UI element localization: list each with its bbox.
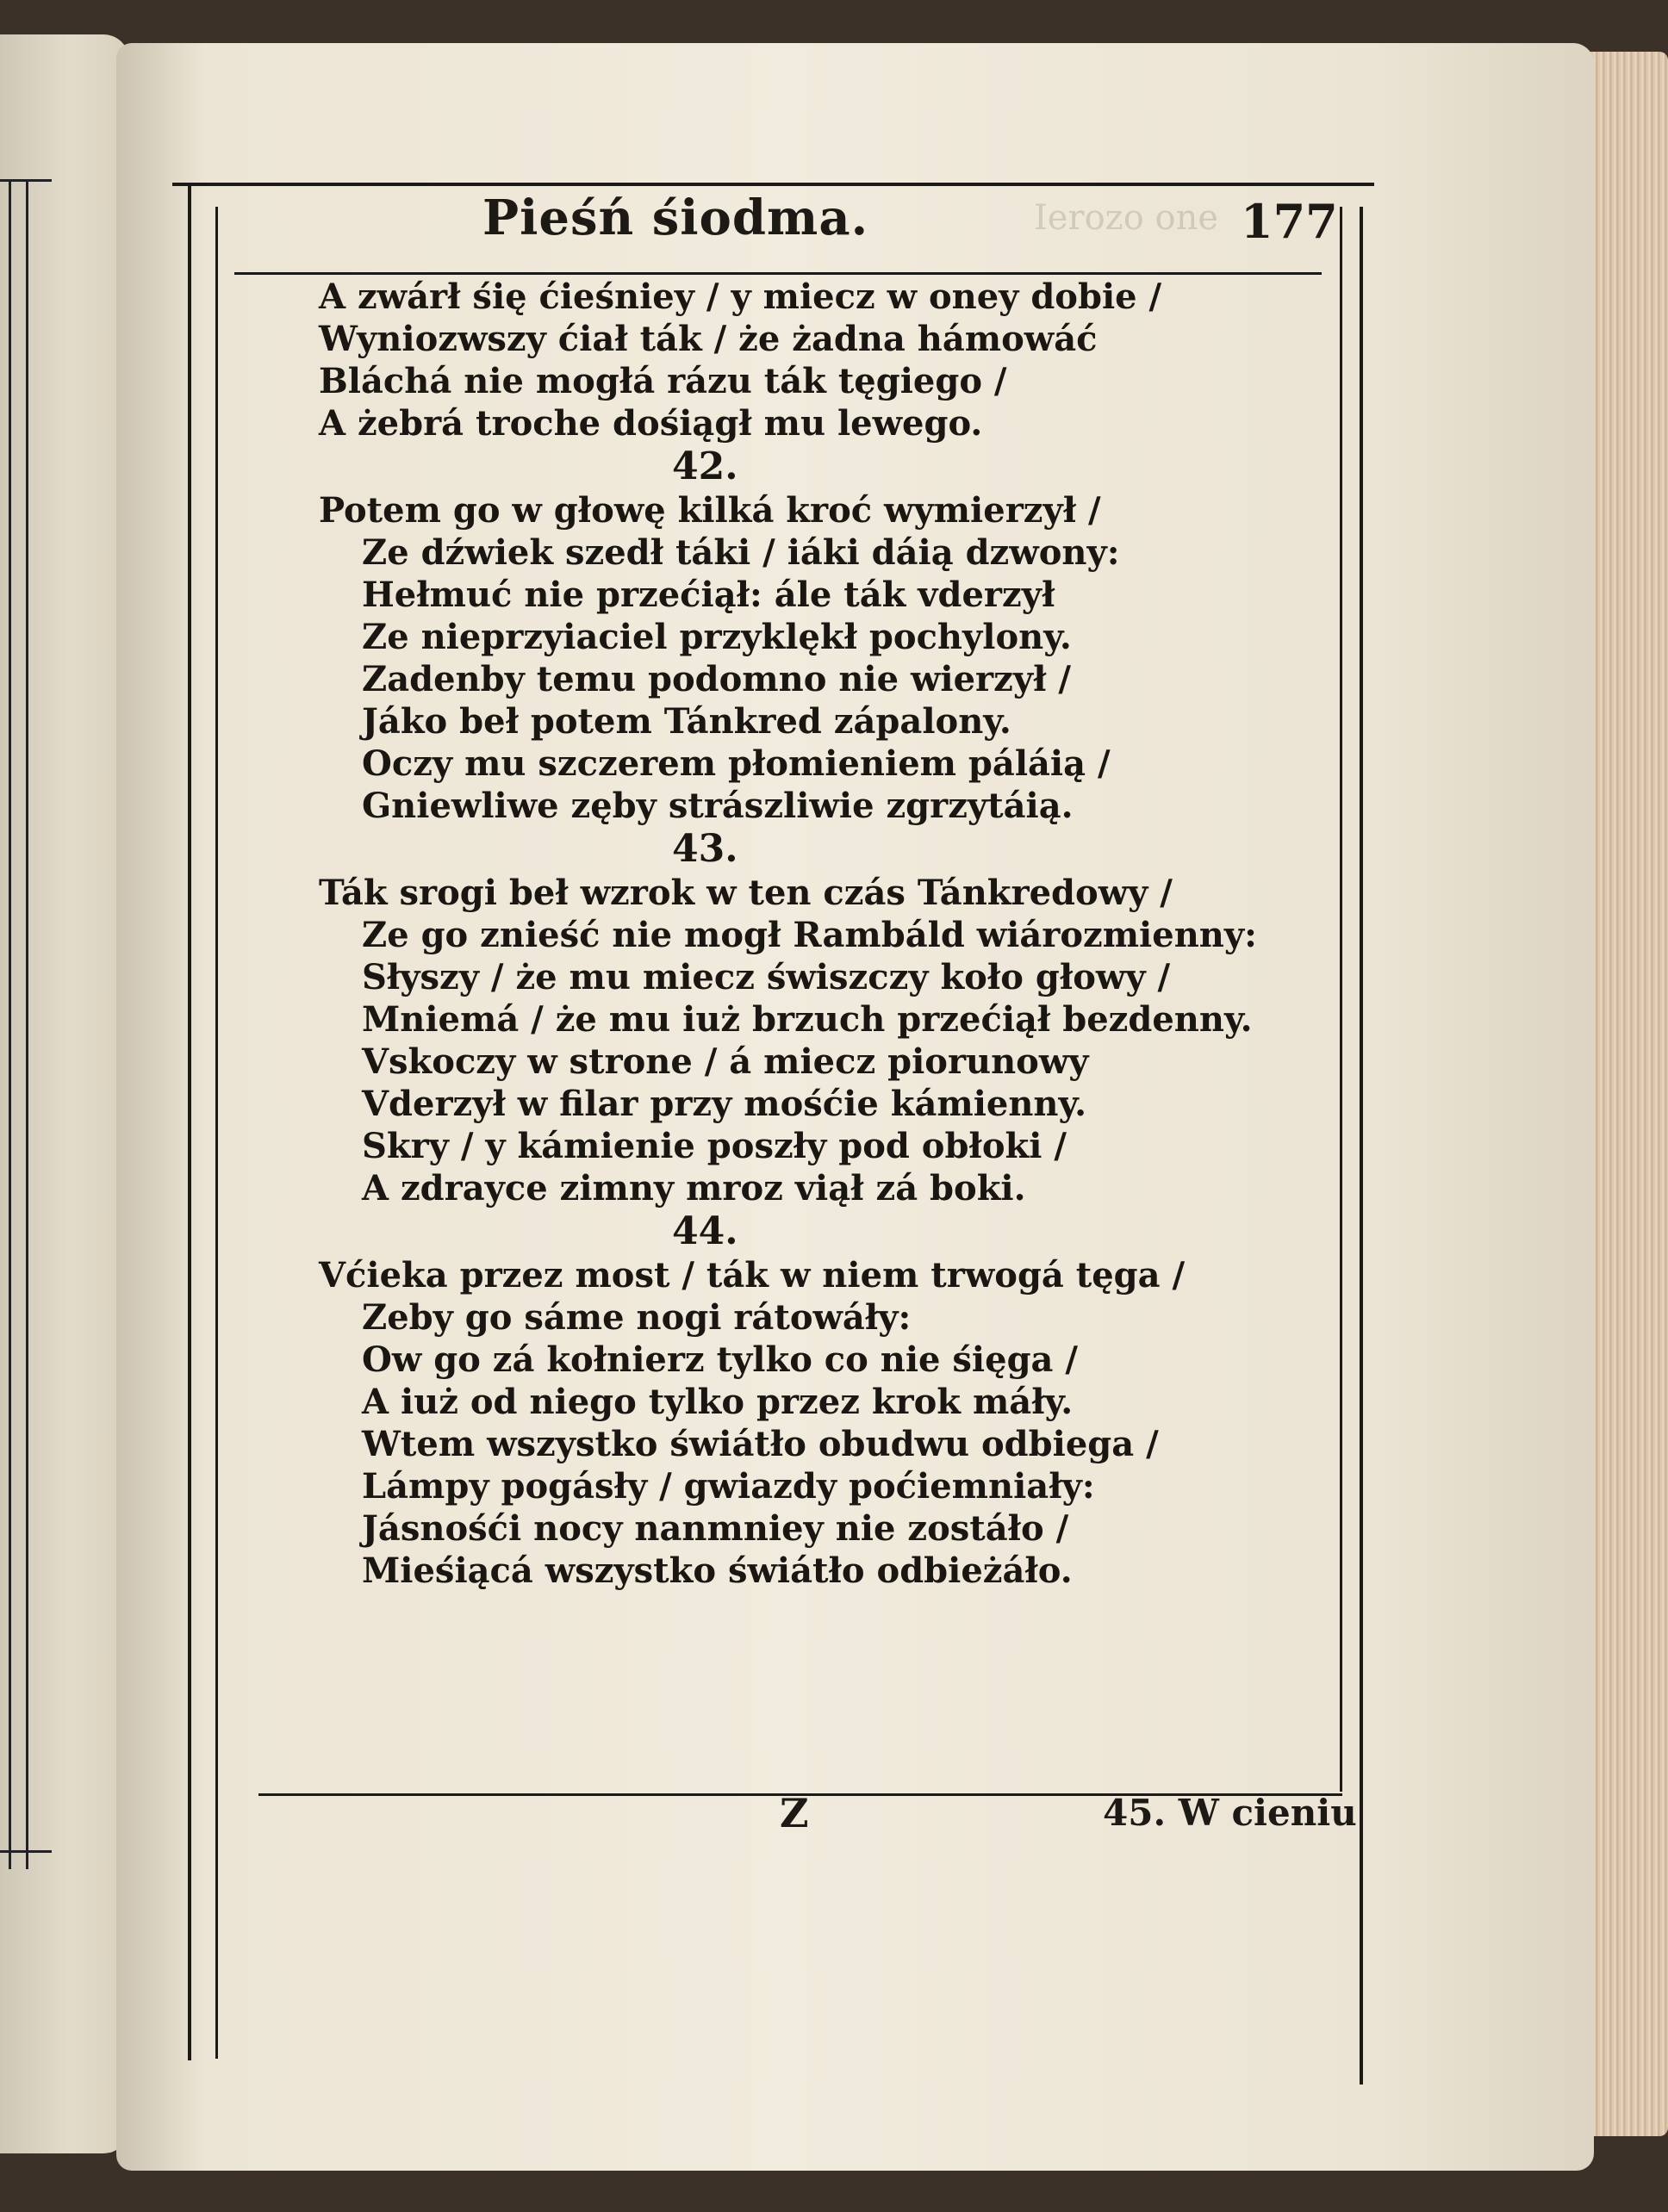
verse-line: Ze go znieść nie mogł Rambáld wiározmienny: xyxy=(362,915,1257,955)
facing-page-rule xyxy=(26,181,28,1869)
page-number: 177 xyxy=(1241,194,1338,249)
verse-line: A iuż od niego tylko przez krok máły. xyxy=(362,1382,1074,1422)
poem-text xyxy=(319,276,1353,1592)
top-rule xyxy=(172,183,1374,186)
verse-line: Hełmuć nie przećiął: ále ták vderzył xyxy=(362,575,1055,615)
signature-mark: Z xyxy=(780,1790,809,1836)
verse-line: Wyniozwszy ćiał ták / że żadna hámowáć xyxy=(319,319,1098,359)
frame-left-inner xyxy=(215,207,218,2059)
stanza-number: 44. xyxy=(672,1209,738,1253)
verse-line: Mniemá / że mu iuż brzuch przećiął bezdenny. xyxy=(362,999,1253,1040)
verse-line: Słyszy / że mu miecz świszczy koło głowy / xyxy=(362,957,1171,997)
verse-line: Jáko beł potem Tánkred zápalony. xyxy=(362,701,1011,742)
verse-line: A zwárł śię ćieśniey / y miecz w oney dobie / xyxy=(319,276,1162,317)
verse-line: Zeby go sáme nogi rátowáły: xyxy=(362,1297,912,1338)
stanza-number: 42. xyxy=(672,444,738,488)
show-through-text: Ierozo one xyxy=(1034,198,1219,238)
verse-line: A zdrayce zimny mroz viął zá boki. xyxy=(362,1168,1026,1209)
verse-line: Lámpy pogásły / gwiazdy poćiemniały: xyxy=(362,1466,1095,1507)
verse-line: Ze dźwiek szedł táki / iáki dáią dzwony: xyxy=(362,532,1120,573)
verse-line: Potem go w głowę kilká kroć wymierzył / xyxy=(319,490,1101,531)
verse-line: Ze nieprzyiaciel przyklękł pochylony. xyxy=(362,617,1072,657)
frame-left-outer xyxy=(188,183,191,2060)
verse-line: Ták srogi beł wzrok w ten czás Tánkredowy / xyxy=(319,873,1173,913)
verse-line: Oczy mu szczerem płomieniem páláią / xyxy=(362,743,1111,784)
verse-line: A żebrá troche dośiągł mu lewego. xyxy=(319,403,983,444)
page-edges xyxy=(1585,52,1668,2136)
verse-line: Zadenby temu podomno nie wierzył / xyxy=(362,659,1072,699)
verse-line: Vskoczy w strone / á miecz piorunowy xyxy=(362,1041,1089,1082)
verse-line: Gniewliwe zęby strászliwie zgrzytáią. xyxy=(362,786,1074,826)
facing-page-left xyxy=(0,34,129,2153)
verse-line: Vderzył w filar przy mośćie kámienny. xyxy=(362,1084,1087,1124)
verse-line: Mieśiącá wszystko świátło odbieżáło. xyxy=(362,1550,1073,1591)
facing-page-rule xyxy=(0,1850,52,1853)
verse-line: Skry / y kámienie poszły pod obłoki / xyxy=(362,1126,1067,1166)
header-rule xyxy=(234,272,1322,275)
catchword: 45. W cieniu xyxy=(1103,1792,1357,1834)
frame-right-outer xyxy=(1360,207,1363,2085)
verse-line: Jásnośći nocy nanmniey nie zostáło / xyxy=(362,1508,1069,1549)
verse-line: Ow go zá kołnierz tylko co nie śięga / xyxy=(362,1339,1078,1380)
verse-line: Wtem wszystko świátło obudwu odbiega / xyxy=(362,1424,1159,1464)
facing-page-rule xyxy=(0,179,52,182)
facing-page-rule xyxy=(9,181,11,1869)
running-title: Pieśń śiodma. xyxy=(482,190,869,246)
verse-line: Bláchá nie mogłá rázu ták tęgiego / xyxy=(319,361,1007,401)
verse-line: Vćieka przez most / ták w niem trwogá tęga / xyxy=(319,1255,1186,1296)
stanza-number: 43. xyxy=(672,827,738,871)
